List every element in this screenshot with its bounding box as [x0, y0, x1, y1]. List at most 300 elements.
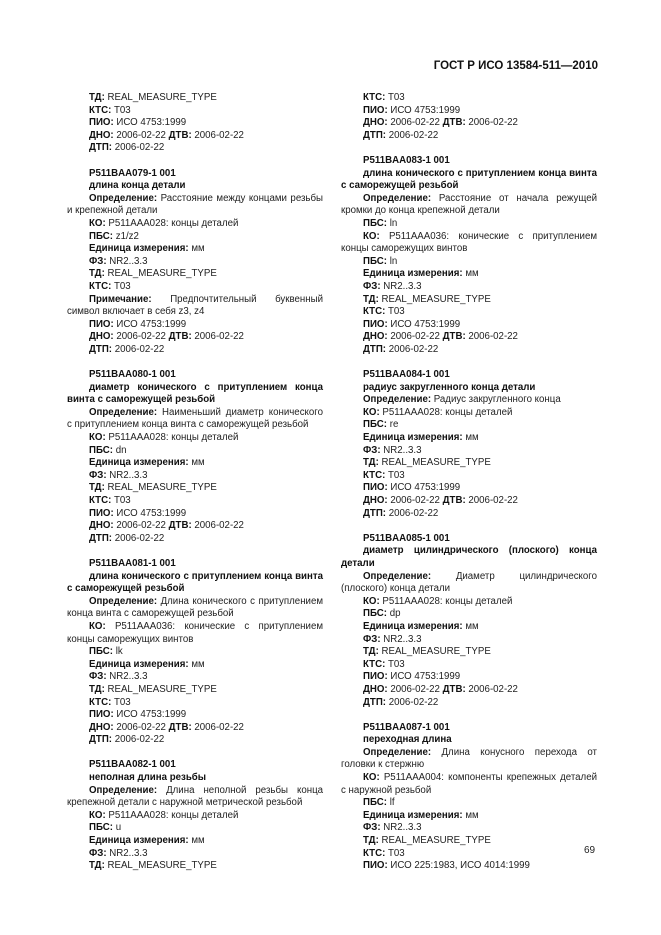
field-value: P511AAA028: концы деталей — [108, 809, 239, 821]
field-value: NR2..3.3 — [109, 671, 148, 683]
field-value: P511AAA036: конические с притуплением концы саморежущих винтов — [67, 620, 323, 645]
field-value: 2006-02-22 — [390, 331, 440, 343]
field-value: REAL_MEASURE_TYPE — [107, 482, 217, 494]
field-value: 2006-02-22 — [194, 331, 244, 343]
entry-field — [341, 331, 597, 344]
field-value: 2006-02-22 — [390, 117, 440, 129]
entry-field — [341, 457, 597, 470]
field-value: ИСО 225:1983, ИСО 4014:1999 — [390, 860, 530, 872]
field-value: 2006-02-22 — [114, 734, 165, 746]
field-value: NR2..3.3 — [383, 822, 422, 834]
field-value: Расстояние от начала режущей кромки до конца крепежной детали — [341, 192, 597, 217]
entry-field — [341, 281, 597, 294]
field-label: КТС: — [89, 495, 112, 506]
field-value: Расстояние между концами резьбы и крепежной детали — [67, 192, 323, 217]
field-label: ДТВ: — [442, 331, 466, 343]
entry-field — [341, 659, 597, 672]
field-label: Единица измерения: — [363, 809, 463, 821]
term-entry — [67, 759, 323, 872]
field-label: Определение: — [363, 746, 432, 758]
field-value: 2006-02-22 — [114, 343, 165, 355]
entry-field — [67, 860, 323, 873]
field-value: ИСО 4753:1999 — [390, 318, 461, 330]
field-label: ПИО: — [89, 507, 114, 519]
entry-name: радиус закругленного конца детали — [363, 381, 536, 393]
field-label: ПБС: — [89, 230, 114, 242]
field-label: Единица измерения: — [89, 658, 189, 670]
field-value: Длина конического с притуплением конца винта с саморежущей резьбой — [67, 595, 323, 620]
field-value: P511AAA028: концы деталей — [108, 432, 239, 444]
field-value: REAL_MEASURE_TYPE — [107, 92, 217, 103]
entry-id: P511BAA085-1 001 — [363, 532, 450, 544]
entry-field — [341, 256, 597, 269]
field-label: ТД: — [363, 293, 379, 305]
document-header: ГОСТ Р ИСО 13584-511—2010 — [433, 60, 598, 72]
field-label: ПИО: — [89, 318, 114, 330]
entry-field — [67, 659, 323, 672]
entry-field — [67, 734, 323, 747]
field-value: 2006-02-22 — [388, 696, 439, 708]
field-label: КТС: — [89, 696, 112, 708]
field-label: ДТВ: — [442, 683, 466, 695]
entry-id: P511BAA084-1 001 — [363, 369, 450, 381]
term-entry — [341, 533, 597, 709]
field-value: 2006-02-22 — [194, 129, 244, 141]
entry-field — [341, 835, 597, 848]
field-value: 2006-02-22 — [388, 343, 439, 355]
field-value: 2006-02-22 — [390, 495, 440, 506]
entry-field — [341, 571, 597, 596]
field-label: ДНО: — [89, 331, 114, 343]
field-value: 2006-02-22 — [116, 520, 166, 532]
field-value: мм — [465, 809, 479, 821]
field-value: REAL_MEASURE_TYPE — [381, 293, 491, 305]
entry-field — [341, 105, 597, 118]
entry-field — [67, 495, 323, 508]
entry-name: длина конического с притуплением конца винта с саморежущей резьбой — [341, 167, 597, 192]
field-label: КО: — [89, 217, 106, 229]
field-value: Наименьший диаметр конического с притуплением конца винта с саморежущей резьбой — [67, 406, 323, 431]
entry-field — [341, 634, 597, 647]
field-label: ПБС: — [89, 646, 114, 658]
field-value: lk — [115, 646, 123, 658]
field-value: 2006-02-22 — [116, 331, 166, 343]
field-label: КТС: — [363, 306, 386, 318]
field-label: ФЗ: — [89, 847, 107, 859]
field-value: ИСО 4753:1999 — [116, 117, 187, 129]
field-label: ДТП: — [363, 343, 387, 355]
field-label: ПИО: — [363, 671, 388, 683]
entry-field — [341, 306, 597, 319]
field-label: Примечание: — [89, 293, 152, 305]
field-label: ПБС: — [89, 822, 114, 834]
entry-field — [341, 508, 597, 521]
field-label: ТД: — [89, 268, 105, 280]
field-label: ТД: — [363, 835, 379, 847]
field-label: ТД: — [363, 457, 379, 469]
entry-field — [341, 394, 597, 407]
entry-field — [67, 684, 323, 697]
field-label: ФЗ: — [89, 469, 107, 481]
field-label: КТС: — [363, 92, 386, 103]
field-label: КО: — [89, 809, 106, 821]
entry-name: длина конического с притуплением конца винта с саморежущей резьбой — [67, 570, 323, 595]
entry-field — [67, 482, 323, 495]
entry-id: P511BAA081-1 001 — [89, 557, 176, 569]
entry-field — [341, 294, 597, 307]
entry-field — [341, 319, 597, 332]
entry-field — [341, 407, 597, 420]
field-label: ДТП: — [89, 343, 113, 355]
entry-field — [67, 256, 323, 269]
field-value: ИСО 4753:1999 — [390, 671, 461, 683]
field-value: P511AAA028: концы деталей — [108, 217, 239, 229]
field-label: КО: — [89, 432, 106, 444]
entry-field — [67, 105, 323, 118]
entry-field — [341, 797, 597, 810]
field-value: мм — [191, 835, 205, 847]
entry-field — [67, 294, 323, 319]
field-label: ПБС: — [363, 419, 388, 431]
entry-field — [341, 772, 597, 797]
entry-field — [341, 92, 597, 105]
field-value: REAL_MEASURE_TYPE — [381, 835, 491, 847]
field-value: REAL_MEASURE_TYPE — [381, 457, 491, 469]
term-entry — [67, 558, 323, 747]
entry-field — [67, 218, 323, 231]
field-label: ТД: — [89, 482, 105, 494]
field-label: ДТВ: — [168, 331, 192, 343]
term-entry-continuation — [67, 92, 323, 155]
entry-field — [341, 445, 597, 458]
field-label: ТД: — [363, 646, 379, 658]
field-label: ПБС: — [89, 444, 114, 456]
entry-field — [67, 457, 323, 470]
field-value: T03 — [388, 847, 405, 859]
field-value: P511AAA028: концы деталей — [382, 595, 513, 607]
entry-id: P511BAA087-1 001 — [363, 721, 450, 733]
field-label: КТС: — [363, 469, 386, 481]
field-value: 2006-02-22 — [114, 532, 165, 544]
entry-field — [67, 810, 323, 823]
entry-field — [341, 848, 597, 861]
entry-field — [341, 419, 597, 432]
field-value: ИСО 4753:1999 — [116, 318, 187, 330]
field-value: T03 — [388, 469, 405, 481]
entry-field — [67, 130, 323, 143]
field-value: ИСО 4753:1999 — [116, 507, 187, 519]
entry-field — [67, 835, 323, 848]
field-value: Длина конусного перехода от головки к стержню — [341, 746, 597, 771]
field-label: ТД: — [89, 860, 105, 872]
field-value: Диаметр цилиндрического (плоского) конца детали — [341, 570, 597, 595]
entry-id: P511BAA083-1 001 — [363, 154, 450, 166]
field-value: NR2..3.3 — [383, 633, 422, 645]
entry-field — [67, 193, 323, 218]
entry-field — [341, 697, 597, 710]
entry-field — [67, 331, 323, 344]
entry-field — [67, 319, 323, 332]
field-label: ФЗ: — [363, 444, 381, 456]
entry-field — [67, 646, 323, 659]
entry-field — [67, 709, 323, 722]
field-label: Определение: — [363, 192, 432, 204]
field-value: 2006-02-22 — [468, 117, 518, 129]
field-label: ДНО: — [89, 520, 114, 532]
field-label: Единица измерения: — [363, 620, 463, 632]
field-label: ДНО: — [89, 129, 114, 141]
entry-field — [341, 671, 597, 684]
field-label: ТД: — [89, 683, 105, 695]
field-label: ДНО: — [363, 495, 388, 506]
field-label: ДТП: — [363, 507, 387, 519]
field-value: REAL_MEASURE_TYPE — [107, 683, 217, 695]
entry-field — [341, 822, 597, 835]
field-label: Определение: — [363, 570, 432, 582]
field-value: мм — [465, 268, 479, 280]
field-value: P511AAA036: конические с притуплением концы саморежущих винтов — [341, 230, 597, 255]
field-label: ДТВ: — [168, 721, 192, 733]
field-label: ПИО: — [89, 709, 114, 721]
field-label: ДТП: — [89, 532, 113, 544]
field-value: re — [389, 419, 399, 431]
field-label: ФЗ: — [89, 255, 107, 267]
field-value: T03 — [388, 306, 405, 318]
term-entry — [67, 168, 323, 357]
field-value: T03 — [388, 658, 405, 670]
entry-id: P511BAA080-1 001 — [89, 369, 176, 381]
field-value: dn — [115, 444, 127, 456]
field-label: КО: — [363, 595, 380, 607]
field-label: ПИО: — [363, 318, 388, 330]
entry-field — [341, 646, 597, 659]
entry-field — [67, 822, 323, 835]
entry-field — [341, 747, 597, 772]
field-value: NR2..3.3 — [383, 280, 422, 292]
field-label: ПБС: — [363, 255, 388, 267]
field-value: NR2..3.3 — [109, 255, 148, 267]
entry-field — [67, 596, 323, 621]
entry-id: P511BAA079-1 001 — [89, 167, 176, 179]
entry-field — [341, 684, 597, 697]
field-label: ФЗ: — [363, 633, 381, 645]
field-value: ИСО 4753:1999 — [116, 709, 187, 721]
field-value: T03 — [114, 495, 131, 506]
field-value: T03 — [114, 104, 131, 116]
field-label: КТС: — [89, 280, 112, 292]
entry-field — [67, 671, 323, 684]
field-label: ФЗ: — [363, 822, 381, 834]
term-entry — [341, 722, 597, 873]
field-value: REAL_MEASURE_TYPE — [381, 646, 491, 658]
field-label: ДТВ: — [442, 495, 466, 506]
field-label: ТД: — [89, 92, 105, 103]
entry-field — [341, 268, 597, 281]
field-value: Длина неполной резьбы конца крепежной детали с наружной метрической резьбой — [67, 784, 323, 809]
field-value: ln — [389, 217, 398, 229]
field-value: мм — [465, 432, 479, 444]
entry-field — [341, 130, 597, 143]
field-value: 2006-02-22 — [388, 129, 439, 141]
field-label: Единица измерения: — [89, 243, 189, 255]
field-value: T03 — [388, 92, 405, 103]
field-value: REAL_MEASURE_TYPE — [107, 268, 217, 280]
field-value: lf — [389, 797, 395, 809]
entry-field — [67, 117, 323, 130]
field-label: ПИО: — [363, 482, 388, 494]
entry-name: диаметр конического с притуплением конца винта с саморежущей резьбой — [67, 381, 323, 406]
field-label: Определение: — [89, 406, 158, 418]
field-label: КТС: — [363, 658, 386, 670]
field-label: Определение: — [89, 192, 158, 204]
entry-field — [67, 432, 323, 445]
entry-field — [341, 470, 597, 483]
field-label: КО: — [89, 620, 106, 632]
term-entry-continuation — [341, 92, 597, 142]
field-label: ДТВ: — [168, 129, 192, 141]
field-value: 2006-02-22 — [194, 721, 244, 733]
field-value: T03 — [114, 280, 131, 292]
entry-field — [341, 860, 597, 873]
entry-field — [67, 520, 323, 533]
field-value: 2006-02-22 — [114, 142, 165, 154]
field-value: NR2..3.3 — [109, 469, 148, 481]
field-value: 2006-02-22 — [194, 520, 244, 532]
field-value: мм — [191, 658, 205, 670]
field-label: КТС: — [89, 104, 112, 116]
entry-name: неполная длина резьбы — [89, 772, 207, 784]
entry-field — [67, 281, 323, 294]
entry-field — [67, 268, 323, 281]
field-value: ИСО 4753:1999 — [390, 482, 461, 494]
field-label: Определение: — [89, 784, 158, 796]
entry-field — [67, 142, 323, 155]
field-value: NR2..3.3 — [383, 444, 422, 456]
right-column — [341, 92, 597, 885]
field-value: 2006-02-22 — [390, 683, 440, 695]
field-label: ПИО: — [363, 860, 388, 872]
field-label: Единица измерения: — [363, 432, 463, 444]
field-label: ПБС: — [363, 797, 388, 809]
entry-field — [67, 243, 323, 256]
page-number: 69 — [584, 845, 596, 856]
field-value: 2006-02-22 — [388, 507, 439, 519]
field-value: NR2..3.3 — [109, 847, 148, 859]
field-value: dp — [389, 608, 401, 620]
entry-field — [341, 621, 597, 634]
entry-field — [341, 810, 597, 823]
entry-id: P511BAA082-1 001 — [89, 759, 176, 771]
field-label: ДТП: — [89, 142, 113, 154]
entry-field — [67, 722, 323, 735]
field-value: T03 — [114, 696, 131, 708]
field-label: ДТП: — [363, 129, 387, 141]
entry-field — [341, 117, 597, 130]
term-entry — [341, 155, 597, 357]
field-value: 2006-02-22 — [116, 129, 166, 141]
entry-field — [341, 608, 597, 621]
field-value: мм — [191, 243, 205, 255]
field-label: ДТП: — [363, 696, 387, 708]
entry-field — [67, 848, 323, 861]
field-label: Единица измерения: — [89, 835, 189, 847]
field-label: ДНО: — [363, 331, 388, 343]
field-label: ПБС: — [363, 608, 388, 620]
field-label: Единица измерения: — [89, 457, 189, 469]
entry-field — [67, 407, 323, 432]
entry-field — [67, 92, 323, 105]
field-value: z1/z2 — [115, 230, 139, 242]
field-value: мм — [465, 620, 479, 632]
field-label: ФЗ: — [89, 671, 107, 683]
entry-field — [341, 495, 597, 508]
field-label: ПИО: — [363, 104, 388, 116]
field-value: REAL_MEASURE_TYPE — [107, 860, 217, 872]
entry-field — [341, 482, 597, 495]
entry-field — [67, 621, 323, 646]
entry-name: диаметр цилиндрического (плоского) конца детали — [341, 545, 597, 569]
field-value: 2006-02-22 — [468, 331, 518, 343]
field-label: ДНО: — [363, 683, 388, 695]
field-label: ДНО: — [89, 721, 114, 733]
entry-field — [67, 231, 323, 244]
field-label: ДНО: — [363, 117, 388, 129]
field-value: 2006-02-22 — [468, 683, 518, 695]
field-label: Определение: — [89, 595, 158, 607]
entry-field — [67, 445, 323, 458]
field-value: 2006-02-22 — [468, 495, 518, 506]
entry-field — [67, 697, 323, 710]
field-label: ДТВ: — [442, 117, 466, 129]
entry-name: длина конца детали — [89, 180, 186, 192]
field-label: Единица измерения: — [363, 268, 463, 280]
field-value: P511AAA028: концы деталей — [382, 406, 513, 418]
field-label: КТС: — [363, 847, 386, 859]
entry-field — [341, 218, 597, 231]
term-entry — [341, 369, 597, 520]
field-label: ПИО: — [89, 117, 114, 129]
field-value: мм — [191, 457, 205, 469]
field-label: ДТВ: — [168, 520, 192, 532]
entry-field — [341, 231, 597, 256]
field-value: u — [115, 822, 122, 834]
entry-field — [67, 470, 323, 483]
field-label: КО: — [363, 406, 380, 418]
field-value: Радиус закругленного конца — [433, 394, 561, 406]
field-label: КО: — [363, 230, 380, 242]
entry-field — [341, 596, 597, 609]
field-label: ПБС: — [363, 217, 388, 229]
entry-field — [67, 344, 323, 357]
field-value: ИСО 4753:1999 — [390, 104, 461, 116]
field-label: ФЗ: — [363, 280, 381, 292]
field-value: 2006-02-22 — [116, 721, 166, 733]
field-label: КО: — [363, 772, 380, 784]
field-value: ln — [389, 255, 398, 267]
entry-field — [341, 193, 597, 218]
left-column — [67, 92, 323, 885]
field-value: P511AAA004: компоненты крепежных деталей с наружной резьбой — [341, 772, 597, 796]
term-entry — [67, 369, 323, 545]
field-label: Определение: — [363, 394, 432, 406]
entry-field — [341, 432, 597, 445]
entry-field — [341, 344, 597, 357]
entry-field — [67, 508, 323, 521]
entry-field — [67, 785, 323, 810]
entry-field — [67, 533, 323, 546]
entry-name: переходная длина — [363, 734, 452, 746]
field-value: Предпочтительный буквенный символ включает в себя z3, z4 — [67, 293, 323, 318]
